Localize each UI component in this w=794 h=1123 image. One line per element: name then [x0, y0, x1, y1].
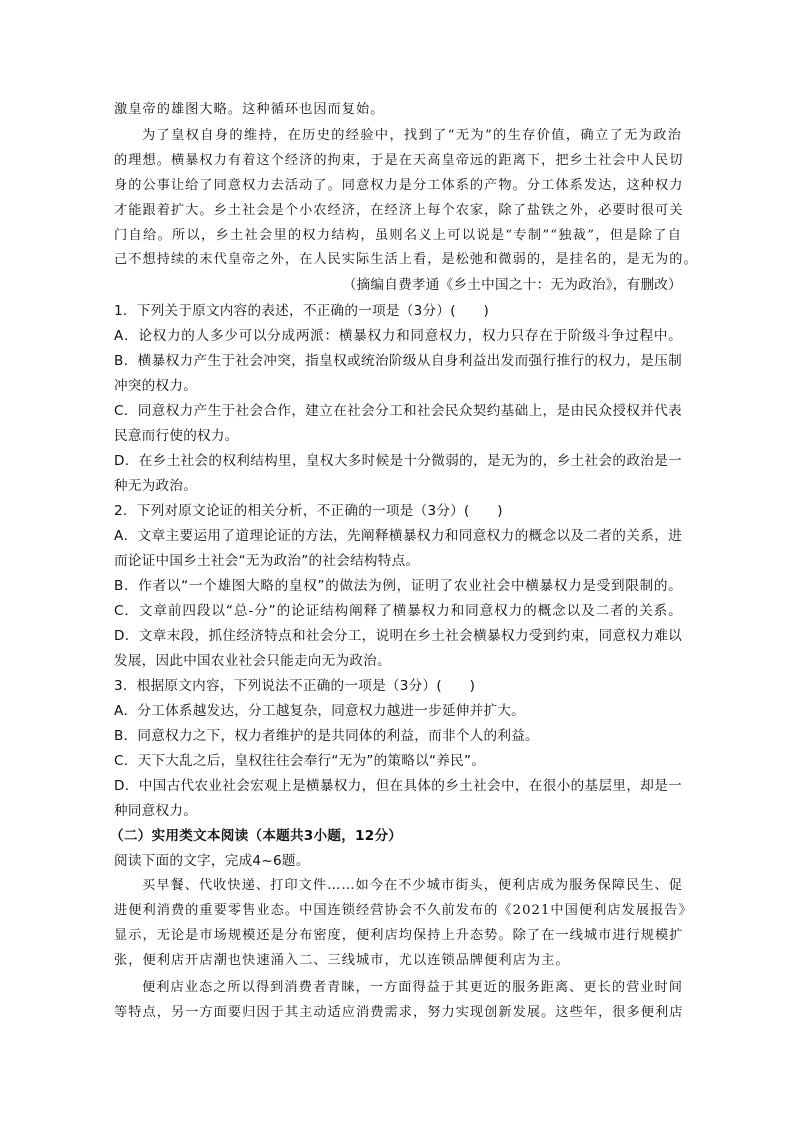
passage-line: 进便利消费的重要零售业态。中国连锁经营协会不久前发布的《2021中国便利店发展报告》	[114, 903, 693, 918]
question-stem: 2．下列对原文论证的相关分析，不正确的一项是（3分）( )	[114, 503, 503, 519]
passage-line: 身的公事让给了同意权力去活动了。同意权力是分工体系的产物。分工体系发达，这种权力	[114, 178, 684, 193]
passage-line: 便利店业态之所以得到消费者青睐，一方面得益于其更近的服务距离、更长的营业时间	[142, 980, 684, 995]
passage-line: 显示，无论是市场规模还是分布密度，便利店均保持上升态势。除了在一线城市进行规模扩	[114, 928, 684, 943]
section-heading: （二）实用类文本阅读（本题共3小题，12分）	[110, 828, 403, 844]
option-c: C．同意权力产生于社会合作，建立在社会分工和社会民众契约基础上，是由民众授权并代表	[114, 403, 682, 419]
passage-line: 张，便利店开店潮也快速涌入二、三线城市，尤以连锁品牌便利店为主。	[114, 953, 570, 968]
option-d: D．文章末段，抓住经济特点和社会分工，说明在乡土社会横暴权力受到约束，同意权力难以	[114, 628, 682, 644]
option-a-cont: 而论证中国乡土社会“无为政治”的社会结构特点。	[114, 553, 420, 569]
option-b: B．作者以“一个雄图大略的皇权”的做法为例，证明了农业社会中横暴权力是受到限制的。	[114, 578, 682, 594]
option-d-cont: 种无为政治。	[114, 478, 198, 494]
section-instruction: 阅读下面的文字，完成4~6题。	[114, 853, 310, 869]
passage-line: 买早餐、代收快递、打印文件……如今在不少城市街头，便利店成为服务保障民生、促	[142, 878, 684, 893]
option-c: C．文章前四段以“总-分”的论证结构阐释了横暴权力和同意权力的概念以及二者的关系。	[114, 603, 682, 619]
option-a: A．论权力的人多少可以分成两派：横暴权力和同意权力，权力只存在于阶级斗争过程中。	[114, 328, 682, 344]
option-b: B．同意权力之下，权力者维护的是共同体的利益，而非个人的利益。	[114, 728, 539, 744]
option-a: A．文章主要运用了道理论证的方法，先阐释横暴权力和同意权力的概念以及二者的关系，进	[114, 528, 682, 544]
passage-line: 门自给。所以，乡土社会里的权力结构，虽则名义上可以说是“专制”“独裁”，但是除了自	[114, 228, 682, 243]
option-a: A．分工体系越发达，分工越复杂，同意权力越进一步延伸并扩大。	[114, 703, 526, 719]
option-d-cont: 种同意权力。	[114, 803, 198, 819]
question-stem: 1．下列关于原文内容的表述，不正确的一项是（3分）( )	[114, 303, 489, 319]
passage-line: 等特点，另一方面要归因于其主动适应消费需求，努力实现创新发展。这些年，很多便利店	[114, 1005, 684, 1020]
question-stem: 3．根据原文内容，下列说法不正确的一项是（3分）( )	[114, 678, 476, 694]
passage-line: 己不想持续的末代皇帝之外，在人民实际生活上看，是松弛和微弱的，是挂名的，是无为的。	[114, 252, 698, 267]
option-d-cont: 发展，因此中国农业社会只能走向无为政治。	[114, 653, 391, 669]
option-b: B．横暴权力产生于社会冲突，指皇权或统治阶级从自身利益出发而强行推行的权力，是压制	[114, 353, 682, 369]
option-c: C．天下大乱之后，皇权往往会奉行“无为”的策略以“养民”。	[114, 753, 486, 769]
option-b-cont: 冲突的权力。	[114, 378, 198, 394]
passage-line: 才能跟着扩大。乡土社会是个小农经济，在经济上每个农家，除了盐铁之外，必要时很可关	[114, 203, 684, 218]
passage-line: 激皇帝的雄图大略。这种循环也因而复始。	[114, 102, 385, 117]
passage-line: 的理想。横暴权力有着这个经济的拘束，于是在天高皇帝远的距离下，把乡土社会中人民切	[114, 153, 684, 168]
option-c-cont: 民意而行使的权力。	[114, 428, 239, 444]
passage-line: 为了皇权自身的维持，在历史的经验中，找到了“无为”的生存价值，确立了无为政治	[142, 128, 682, 143]
source-citation: （摘编自费孝通《乡土中国之十：无为政治》，有删改）	[342, 277, 682, 293]
option-d: D．在乡土社会的权利结构里，皇权大多时候是十分微弱的，是无为的，乡土社会的政治是一	[114, 453, 682, 469]
option-d: D．中国古代农业社会宏观上是横暴权力，但在具体的乡土社会中，在很小的基层里，却是一	[114, 778, 682, 794]
